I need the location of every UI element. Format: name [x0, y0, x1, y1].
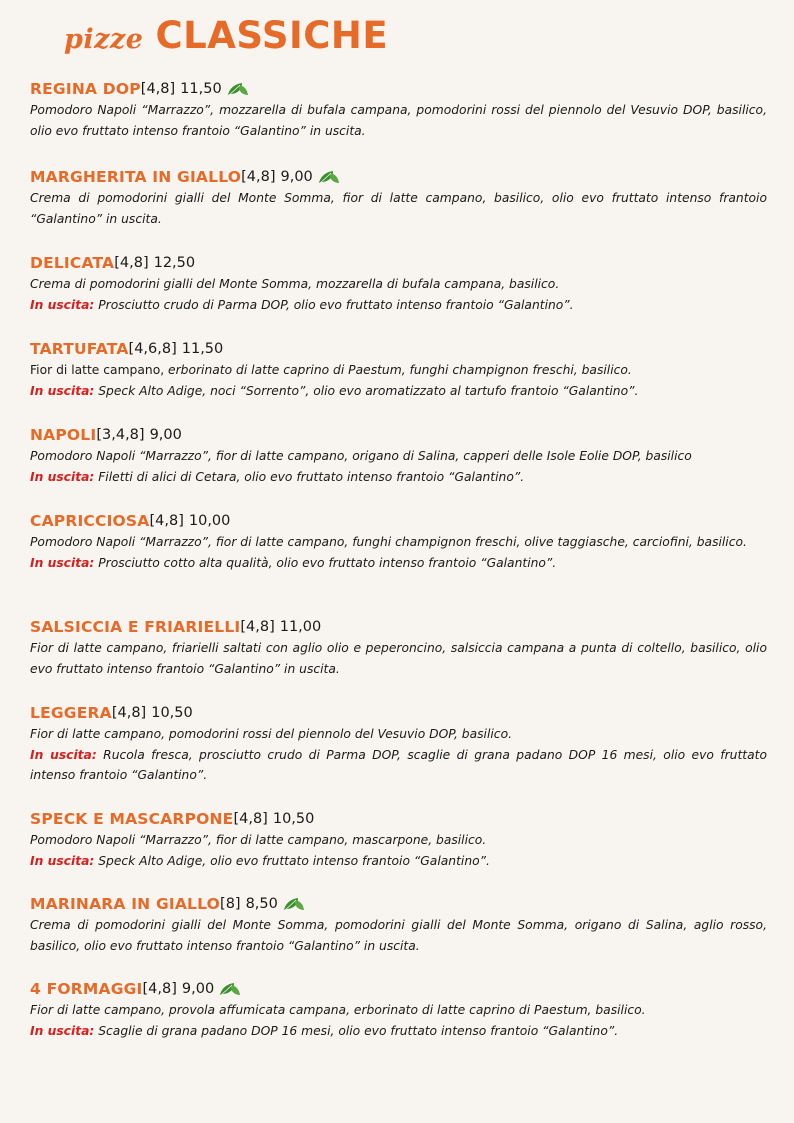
in-uscita-label: In uscita: [30, 383, 95, 398]
item-price: 9,00 [280, 169, 313, 185]
menu-item-marinara-in-giallo [30, 893, 767, 956]
menu-item-delicata [30, 252, 767, 315]
item-name: DELICATA [30, 254, 115, 272]
item-in-uscita [30, 1021, 767, 1042]
leaf-icon [227, 82, 249, 96]
item-description: Crema di pomodorini gialli del Monte Somma, fior di latte campano, basilico, olio evo fruttato intenso frantoio “Galantino” in uscita. [30, 191, 767, 226]
item-heading [30, 252, 767, 274]
item-heading [30, 893, 767, 915]
item-name: 4 FORMAGGI [30, 980, 143, 998]
item-heading [30, 702, 767, 724]
in-uscita-label: In uscita: [30, 297, 95, 312]
item-name: TARTUFATA [30, 340, 129, 358]
item-in-uscita [30, 745, 767, 786]
menu-item-tartufata [30, 338, 767, 401]
item-in-uscita [30, 295, 767, 316]
item-allergens: [4,8] [241, 169, 276, 185]
item-allergens: [3,4,8] [96, 427, 145, 443]
page-title [64, 14, 388, 57]
item-allergens: [4,8] [149, 513, 184, 529]
item-price: 9,00 [149, 427, 182, 443]
menu-item-regina-dop [30, 78, 767, 141]
item-allergens: [4,8] [233, 811, 268, 827]
in-uscita-label: In uscita: [30, 1023, 95, 1038]
item-allergens: [4,8] [142, 981, 177, 997]
in-uscita-text: Speck Alto Adige, noci “Sorrento”, olio evo aromatizzato al tartufo frantoio “Galantino”. [98, 383, 639, 398]
item-price: 11,00 [279, 619, 322, 635]
item-allergens: [4,8] [111, 705, 147, 721]
in-uscita-text: Speck Alto Adige, olio evo fruttato intenso frantoio “Galantino”. [98, 853, 490, 868]
in-uscita-text: Scaglie di grana padano DOP 16 mesi, olio evo fruttato intenso frantoio “Galantino”. [98, 1023, 619, 1038]
menu-item-4-formaggi [30, 978, 767, 1041]
item-name: LEGGERA [30, 704, 112, 722]
item-price: 10,50 [151, 705, 193, 721]
in-uscita-text: Prosciutto cotto alta qualità, olio evo fruttato intenso frantoio “Galantino”. [98, 555, 557, 570]
item-in-uscita [30, 553, 767, 574]
item-description: Pomodoro Napoli “Marrazzo”, fior di latte campano, mascarpone, basilico. [30, 833, 487, 847]
item-price: 10,50 [272, 811, 315, 827]
item-description-italic: erborinato di latte caprino di Paestum, funghi champignon freschi, basilico. [168, 363, 632, 377]
item-heading [30, 78, 767, 100]
item-description-roman: Fior di latte campano, [30, 363, 169, 377]
menu-item-speck-e-mascarpone [30, 808, 767, 871]
item-description: Pomodoro Napoli “Marrazzo”, fior di latte campano, origano di Salina, capperi delle Isole Eolie DOP, basilico [30, 449, 692, 463]
item-heading [30, 510, 767, 532]
item-heading [30, 166, 767, 188]
item-heading [30, 616, 767, 638]
menu-item-capricciosa [30, 510, 767, 573]
menu-item-margherita-in-giallo [30, 166, 767, 229]
item-description: Fior di latte campano, pomodorini rossi del piennolo del Vesuvio DOP, basilico. [30, 727, 512, 741]
item-heading [30, 338, 767, 360]
in-uscita-label: In uscita: [30, 853, 95, 868]
item-name: CAPRICCIOSA [30, 512, 150, 530]
item-heading [30, 978, 767, 1000]
in-uscita-label: In uscita: [30, 469, 95, 484]
item-heading [30, 424, 767, 446]
title-main: CLASSICHE [155, 14, 389, 57]
item-name: SPECK E MASCARPONE [30, 810, 234, 828]
item-heading [30, 808, 767, 830]
item-allergens: [4,8] [140, 81, 176, 97]
menu-item-napoli [30, 424, 767, 487]
item-description: Pomodoro Napoli “Marrazzo”, fior di latte campano, funghi champignon freschi, olive taggiasche, carciofini, basilico. [30, 535, 747, 549]
item-allergens: [4,6,8] [128, 341, 177, 357]
item-allergens: [8] [220, 896, 241, 912]
in-uscita-label: In uscita: [30, 747, 97, 762]
item-price: 12,50 [153, 255, 196, 271]
item-name: REGINA DOP [30, 80, 141, 98]
item-description: Pomodoro Napoli “Marrazzo”, mozzarella di bufala campana, pomodorini rossi del piennolo del Vesuvio DOP, basilico, olio evo fruttato intenso frantoio “Galantino” in uscita. [30, 103, 767, 138]
item-in-uscita [30, 381, 767, 402]
in-uscita-label: In uscita: [30, 555, 95, 570]
leaf-icon [318, 170, 340, 184]
menu-item-salsiccia-e-friarielli [30, 616, 767, 679]
in-uscita-text: Prosciutto crudo di Parma DOP, olio evo fruttato intenso frantoio “Galantino”. [98, 297, 574, 312]
item-price: 9,00 [181, 981, 215, 997]
item-allergens: [4,8] [114, 255, 149, 271]
in-uscita-text: Rucola fresca, prosciutto crudo di Parma DOP, scaglie di grana padano DOP 16 mesi, olio evo fruttato intenso frantoio “Galantino”. [30, 747, 767, 782]
item-name: NAPOLI [30, 426, 97, 444]
item-name: MARINARA IN GIALLO [30, 895, 221, 913]
in-uscita-text: Filetti di alici di Cetara, olio evo fruttato intenso frantoio “Galantino”. [98, 469, 525, 484]
item-price: 11,50 [181, 341, 224, 357]
item-price: 10,00 [188, 513, 231, 529]
item-name: SALSICCIA E FRIARIELLI [30, 618, 241, 636]
item-in-uscita [30, 467, 767, 488]
item-allergens: [4,8] [240, 619, 275, 635]
item-price: 8,50 [245, 896, 278, 912]
leaf-icon [283, 897, 305, 911]
leaf-icon [219, 982, 241, 996]
title-script: pizze [64, 24, 144, 55]
item-in-uscita [30, 851, 767, 872]
item-description: Crema di pomodorini gialli del Monte Somma, mozzarella di bufala campana, basilico. [30, 277, 560, 291]
item-description: Fior di latte campano, provola affumicata campana, erborinato di latte caprino di Paestum, basilico. [30, 1003, 646, 1017]
menu-item-leggera [30, 702, 767, 786]
item-price: 11,50 [180, 81, 222, 97]
item-name: MARGHERITA IN GIALLO [30, 168, 242, 186]
item-description: Fior di latte campano, friarielli saltati con aglio olio e peperoncino, salsiccia campana a punta di coltello, basilico, olio evo fruttato intenso frantoio “Galantino” in uscita. [30, 641, 767, 676]
item-description [30, 360, 767, 381]
item-description: Crema di pomodorini gialli del Monte Somma, pomodorini gialli del Monte Somma, origano di Salina, aglio rosso, basilico, olio evo fruttato intenso frantoio “Galantino” in uscita. [30, 918, 767, 953]
